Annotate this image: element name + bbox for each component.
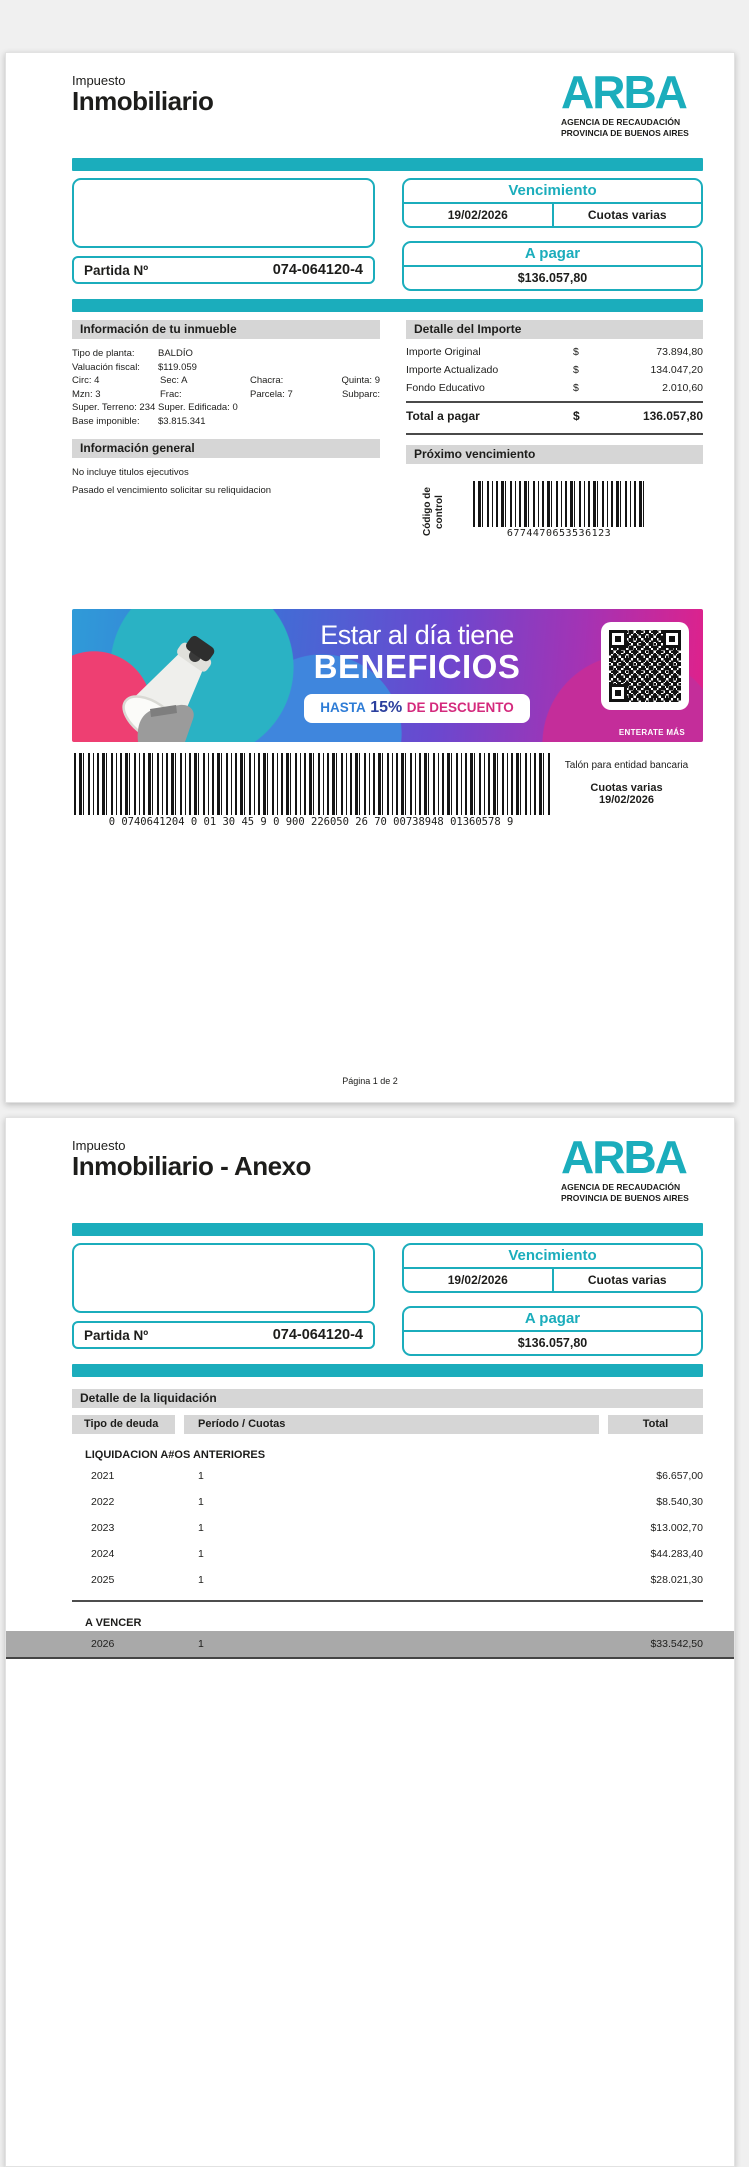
barcode-image xyxy=(74,753,550,815)
importe-row-value: 73.894,80 xyxy=(656,346,703,358)
arba-wordmark: ARBA xyxy=(561,66,686,118)
property-info-header: Información de tu inmueble xyxy=(72,320,380,339)
total-label: Total a pagar xyxy=(406,409,480,423)
general-info-line: No incluye titulos ejecutivos xyxy=(72,466,189,478)
cell-tipo-de-deuda: 2026 xyxy=(91,1638,115,1650)
currency-sign: $ xyxy=(573,382,579,394)
table-row xyxy=(72,1567,703,1593)
qr-finder-icon xyxy=(663,630,681,648)
valuacion-value: $119.059 xyxy=(158,361,197,373)
importe-row xyxy=(406,361,703,379)
tipo-planta-label: Tipo de planta: xyxy=(72,348,135,359)
property-row xyxy=(72,375,380,386)
coupon-right-column xyxy=(402,1243,703,1356)
cell-total: $33.542,50 xyxy=(650,1638,703,1650)
a-pagar-title: A pagar xyxy=(524,245,581,262)
pill-descuento: DE DESCUENTO xyxy=(406,700,514,716)
a-pagar-title: A pagar xyxy=(524,1310,581,1327)
amount-detail-column xyxy=(406,320,703,543)
banner-line2: BENEFICIOS xyxy=(313,648,521,685)
bank-barcode-number: 0 0740641204 0 01 30 45 9 0 900 226050 26 70 00738948 01360578 9 xyxy=(108,816,514,828)
property-row xyxy=(72,362,380,373)
partida-number: 074-064120-4 xyxy=(272,262,363,278)
cell-total: $28.021,30 xyxy=(650,1574,703,1586)
cell-tipo-de-deuda: 2022 xyxy=(91,1496,115,1508)
invoice-page-2 xyxy=(5,1117,735,2167)
liquidation-header: Detalle de la liquidación xyxy=(72,1389,703,1408)
property-info-column xyxy=(72,320,380,543)
super-edificada-value: Super. Edificada: 0 xyxy=(158,402,238,413)
debt-group-title: A VENCER xyxy=(85,1617,142,1629)
page-title: Inmobiliario xyxy=(72,86,214,116)
discount-pill xyxy=(304,694,529,723)
vencimiento-row xyxy=(404,202,701,226)
importe-row xyxy=(406,343,703,361)
importe-row-label: Importe Actualizado xyxy=(406,364,499,376)
a-pagar-box xyxy=(402,1306,703,1356)
agency-subtitle: AGENCIA DE RECAUDACIÓN PROVINCIA DE BUENOS AIRES xyxy=(561,1182,689,1204)
property-row xyxy=(72,402,380,413)
total-value: 136.057,80 xyxy=(642,409,703,423)
vencimiento-cuotas: Cuotas varias xyxy=(587,1273,667,1287)
pill-hasta: HASTA xyxy=(320,700,366,716)
super-terreno-value: Super. Terreno: 234 xyxy=(72,402,156,413)
property-details xyxy=(72,348,380,427)
general-info-line: Pasado el vencimiento solicitar su reliquidacion xyxy=(72,484,272,496)
page-title: Inmobiliario - Anexo xyxy=(72,1151,311,1181)
currency-sign: $ xyxy=(573,364,579,376)
cell-periodo-cuotas: 1 xyxy=(198,1574,204,1586)
taxpayer-info-box xyxy=(72,178,375,248)
table-row xyxy=(72,1541,703,1567)
amount-detail-rows xyxy=(406,343,703,397)
tipo-planta-value: BALDÍO xyxy=(158,348,193,359)
cell-periodo-cuotas: 1 xyxy=(198,1638,204,1650)
a-pagar-amount: $136.057,80 xyxy=(404,1330,701,1354)
cell-periodo-cuotas: 1 xyxy=(198,1548,204,1560)
qr-finder-icon xyxy=(609,684,627,702)
total-divider xyxy=(406,433,703,435)
vencimiento-cuotas: Cuotas varias xyxy=(587,208,667,222)
cell-tipo-de-deuda: 2021 xyxy=(91,1470,115,1482)
importe-row-value: 134.047,20 xyxy=(650,364,703,376)
currency-sign: $ xyxy=(573,346,579,358)
partida-box xyxy=(72,256,375,284)
bank-coupon-section xyxy=(72,753,703,828)
cell-periodo-cuotas: 1 xyxy=(198,1522,204,1534)
cell-total: $8.540,30 xyxy=(656,1496,703,1508)
table-row xyxy=(72,1515,703,1541)
tax-title-block xyxy=(72,1138,311,1180)
agency-subtitle: AGENCIA DE RECAUDACIÓN PROVINCIA DE BUENOS AIRES xyxy=(561,117,689,139)
tax-kicker: Impuesto xyxy=(72,1138,126,1153)
bank-coupon-date: 19/02/2026 xyxy=(598,794,655,806)
barcode-image xyxy=(473,481,645,527)
general-info-lines xyxy=(72,467,380,496)
frac-value: Frac: xyxy=(160,388,182,400)
qr-finder-icon xyxy=(609,630,627,648)
tax-kicker: Impuesto xyxy=(72,73,126,88)
qr-pattern xyxy=(609,630,681,702)
page2-header xyxy=(72,1131,703,1218)
bank-barcode xyxy=(72,753,550,828)
partida-number: 074-064120-4 xyxy=(272,1327,363,1343)
control-barcode-number: 6774470653536123 xyxy=(506,528,612,539)
currency-sign: $ xyxy=(573,409,580,423)
vencimiento-date: 19/02/2026 xyxy=(404,1269,554,1291)
importe-row-label: Importe Original xyxy=(406,346,481,358)
property-row xyxy=(72,416,380,427)
cell-tipo-de-deuda: 2023 xyxy=(91,1522,115,1534)
a-pagar-box xyxy=(402,241,703,291)
importe-row-value: 2.010,60 xyxy=(662,382,703,394)
chacra-value: Chacra: xyxy=(250,375,284,386)
circ-value: Circ: 4 xyxy=(72,375,100,386)
table-row xyxy=(72,1463,703,1489)
cell-total: $44.283,40 xyxy=(650,1548,703,1560)
parcela-value: Parcela: 7 xyxy=(250,388,293,400)
col-header-total: Total xyxy=(608,1415,703,1434)
property-row xyxy=(72,348,380,359)
partida-box xyxy=(72,1321,375,1349)
control-barcode xyxy=(473,481,645,543)
teal-divider-bar xyxy=(72,1223,703,1236)
table-divider xyxy=(72,1600,703,1602)
megaphone-image xyxy=(80,609,270,742)
coupon-left-column xyxy=(72,1243,375,1356)
arba-wordmark: ARBA xyxy=(561,1131,686,1183)
importe-row xyxy=(406,379,703,397)
bank-coupon-info xyxy=(550,753,703,828)
page1-header xyxy=(72,66,703,153)
cell-total: $13.002,70 xyxy=(650,1522,703,1534)
control-code-block xyxy=(406,481,703,543)
bank-coupon-cuotas: Cuotas varias xyxy=(590,782,663,794)
pill-percent: 15% xyxy=(370,699,403,717)
benefits-ad-banner xyxy=(72,609,703,742)
property-row xyxy=(72,389,380,400)
a-pagar-amount: $136.057,80 xyxy=(404,265,701,289)
arba-logo xyxy=(561,1131,703,1204)
coupon-boxes xyxy=(72,1243,703,1356)
bank-coupon-label: Talón para entidad bancaria xyxy=(564,760,689,771)
info-section xyxy=(72,320,703,543)
sec-value: Sec: A xyxy=(160,375,188,386)
importe-row-label: Fondo Educativo xyxy=(406,382,485,394)
table-row xyxy=(6,1631,734,1659)
vencimiento-title: Vencimiento xyxy=(508,182,597,199)
teal-divider-bar xyxy=(72,158,703,171)
teal-divider-bar xyxy=(72,299,703,312)
general-info-header: Información general xyxy=(72,439,380,458)
vencimiento-row xyxy=(404,1267,701,1291)
cell-tipo-de-deuda: 2024 xyxy=(91,1548,115,1560)
valuacion-label: Valuación fiscal: xyxy=(72,361,140,373)
vencimiento-box xyxy=(402,178,703,228)
coupon-right-column xyxy=(402,178,703,291)
banner-line1: Estar al día tiene xyxy=(320,620,514,650)
cell-periodo-cuotas: 1 xyxy=(198,1470,204,1482)
qr-code xyxy=(601,622,689,710)
taxpayer-info-box xyxy=(72,1243,375,1313)
qr-cta-label: ENTERATE MÁS xyxy=(618,728,685,737)
partida-label: Partida Nº xyxy=(84,1327,149,1343)
control-code-label: Código de control xyxy=(422,487,445,537)
vencimiento-box xyxy=(402,1243,703,1293)
teal-divider-bar xyxy=(72,1364,703,1377)
vencimiento-date: 19/02/2026 xyxy=(404,204,554,226)
base-imponible-label: Base imponible: xyxy=(72,415,140,427)
liquidation-column-headers xyxy=(72,1415,703,1434)
partida-label: Partida Nº xyxy=(84,262,149,278)
subparc-value: Subparc: xyxy=(341,388,380,400)
col-header-tipo-de-deuda: Tipo de deuda xyxy=(72,1415,175,1434)
cell-periodo-cuotas: 1 xyxy=(198,1496,204,1508)
arba-logo xyxy=(561,66,703,139)
base-imponible-value: $3.815.341 xyxy=(158,415,206,427)
total-row xyxy=(406,403,703,429)
debt-group-title: LIQUIDACION A#OS ANTERIORES xyxy=(85,1449,266,1461)
tax-title-block xyxy=(72,73,213,115)
quinta-value: Quinta: 9 xyxy=(341,375,380,386)
next-due-header: Próximo vencimiento xyxy=(406,445,703,464)
page-number: Página 1 de 2 xyxy=(342,1076,398,1086)
mzn-value: Mzn: 3 xyxy=(72,388,101,400)
invoice-page-1 xyxy=(5,52,735,1103)
cell-tipo-de-deuda: 2025 xyxy=(91,1574,115,1586)
coupon-boxes xyxy=(72,178,703,291)
col-header-periodo-cuotas: Período / Cuotas xyxy=(184,1415,599,1434)
cell-total: $6.657,00 xyxy=(656,1470,703,1482)
amount-detail-header: Detalle del Importe xyxy=(406,320,703,339)
banner-text xyxy=(262,620,572,723)
liquidation-table-body xyxy=(72,1449,703,1659)
coupon-left-column xyxy=(72,178,375,291)
table-row xyxy=(72,1489,703,1515)
vencimiento-title: Vencimiento xyxy=(508,1247,597,1264)
